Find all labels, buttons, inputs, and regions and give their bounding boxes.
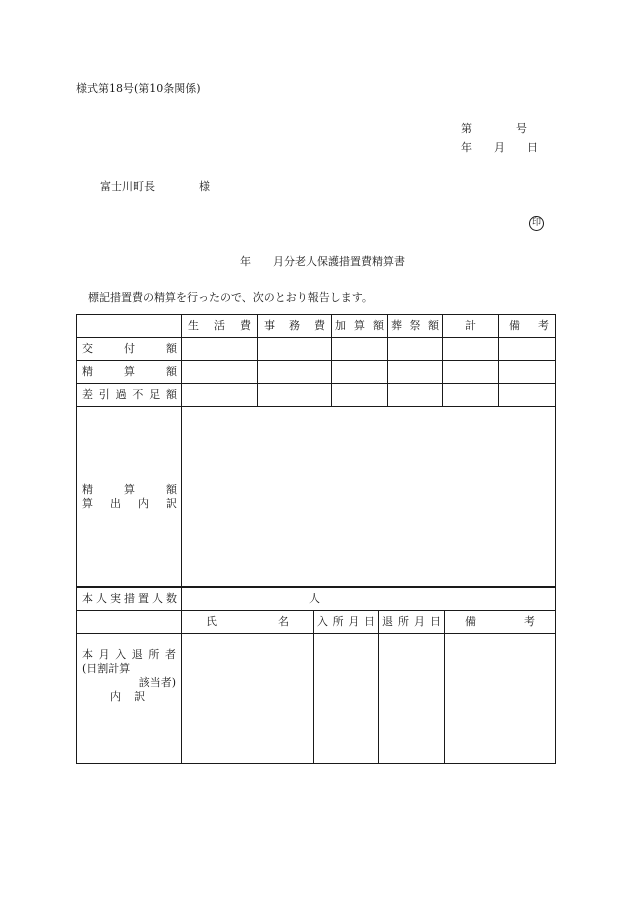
input-cell[interactable] (388, 384, 443, 407)
corner-cell (77, 315, 182, 338)
input-cell[interactable] (332, 361, 388, 384)
row-label: 交 付 額 (82, 342, 177, 355)
header-text: 入 所 月 日 (317, 615, 375, 628)
header-text: 計 (465, 319, 476, 332)
row-settled-amount (77, 361, 556, 384)
row-label-cell (77, 384, 182, 407)
input-cell[interactable] (388, 361, 443, 384)
calc-label-cell (77, 407, 182, 587)
corner-cell (77, 611, 182, 634)
input-cell[interactable] (182, 384, 258, 407)
resident-label (77, 648, 181, 704)
header-text: 葬 祭 額 (391, 319, 439, 332)
header-discharge (379, 611, 445, 634)
calc-label-line1: 精 算 額 (82, 482, 177, 496)
header-additional (332, 315, 388, 338)
header-living-cost (182, 315, 258, 338)
resident-header-row (77, 611, 556, 634)
resident-table (76, 587, 556, 764)
calc-label (77, 483, 181, 511)
header-name (182, 611, 314, 634)
calc-breakdown-area[interactable] (182, 407, 556, 587)
document-title: 年 月分老人保護措置費精算書 (240, 255, 405, 268)
resident-label-cell (77, 634, 182, 764)
seal-mark: 印 (529, 216, 544, 231)
input-cell[interactable] (182, 338, 258, 361)
input-cell[interactable] (258, 384, 332, 407)
row-granted-amount (77, 338, 556, 361)
input-cell[interactable] (258, 361, 332, 384)
header-text: 加 算 額 (335, 319, 384, 332)
row-label: 差 引 過 不 足 額 (82, 388, 177, 401)
calc-label-line2: 算 出 内 訳 (82, 496, 177, 510)
cost-table (76, 314, 556, 587)
header-text: 備 考 (509, 319, 549, 332)
row-label-cell (77, 361, 182, 384)
resident-label-line3: 該当者) (138, 676, 176, 689)
input-cell[interactable] (499, 338, 556, 361)
header-text: 退 所 月 日 (382, 615, 441, 628)
header-text: 生 活 費 (188, 319, 251, 332)
input-cell[interactable] (182, 361, 258, 384)
header-text: 氏 名 (206, 615, 289, 628)
input-cell[interactable] (443, 384, 499, 407)
row-label-cell (77, 338, 182, 361)
header-remarks (445, 611, 556, 634)
intro-text: 標記措置費の精算を行ったので、次のとおり報告します。 (88, 291, 373, 304)
input-cell[interactable] (332, 384, 388, 407)
date-label: 年 月 日 (461, 141, 538, 154)
count-label: 本 人 実 措 置 人 数 (82, 592, 177, 605)
input-cell[interactable] (499, 361, 556, 384)
count-value-cell[interactable] (182, 588, 556, 611)
resident-label-line1: 本 月 入 退 所 者 (82, 648, 176, 661)
header-total (443, 315, 499, 338)
row-difference (77, 384, 556, 407)
input-cell[interactable] (332, 338, 388, 361)
row-resident-count (77, 588, 556, 611)
header-text: 備 考 (465, 615, 535, 628)
input-cell[interactable] (443, 338, 499, 361)
resident-detail-row (77, 634, 556, 764)
input-cell[interactable] (499, 384, 556, 407)
input-cell[interactable] (258, 338, 332, 361)
discharge-input-area[interactable] (379, 634, 445, 764)
header-text: 事 務 費 (264, 319, 325, 332)
header-admin-cost (258, 315, 332, 338)
document-number-label: 第 号 (461, 122, 527, 135)
form-number: 様式第18号(第10条関係) (76, 82, 201, 95)
header-admission (314, 611, 379, 634)
remarks-input-area[interactable] (445, 634, 556, 764)
count-label-cell (77, 588, 182, 611)
header-remarks (499, 315, 556, 338)
resident-label-line2: (日割計算 (82, 662, 131, 675)
count-unit: 人 (309, 592, 320, 605)
admission-input-area[interactable] (314, 634, 379, 764)
row-calc-breakdown (77, 407, 556, 587)
resident-label-line4: 内訳 (110, 690, 159, 703)
recipient: 富士川町長 様 (100, 180, 210, 193)
input-cell[interactable] (388, 338, 443, 361)
header-funeral (388, 315, 443, 338)
row-label: 精 算 額 (82, 365, 177, 378)
input-cell[interactable] (443, 361, 499, 384)
name-input-area[interactable] (182, 634, 314, 764)
cost-table-header-row (77, 315, 556, 338)
